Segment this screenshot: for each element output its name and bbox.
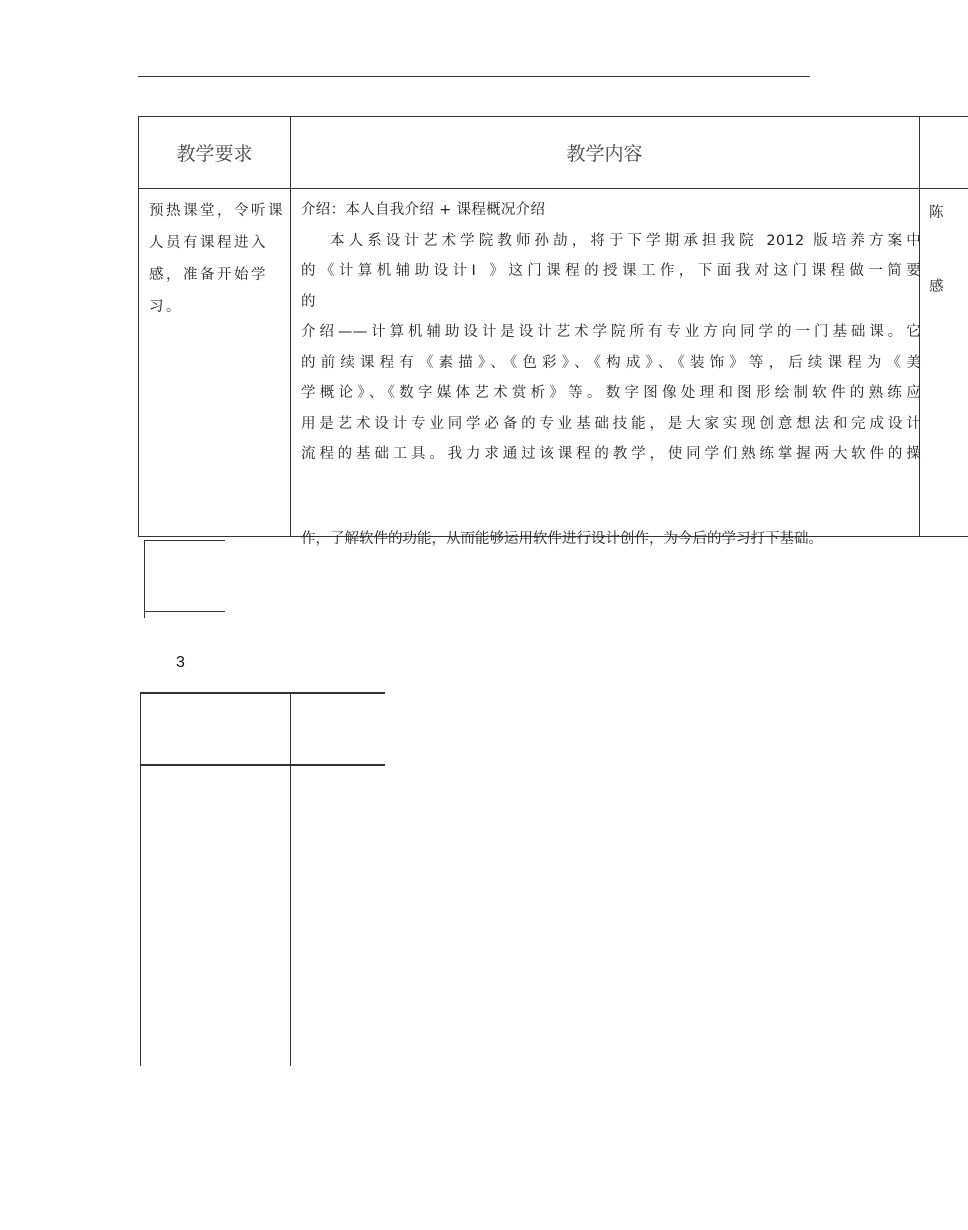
content-line: 本人系设计艺术学院教师孙劼，将于下学期承担我院 2012 版培养方案中 [330, 232, 921, 249]
content-line: 流程的基础工具。我力求通过该课程的教学，使同学们熟练掌握两大软件的操 [301, 446, 921, 462]
second-table [140, 692, 385, 1066]
content-title: 介绍：本人自我介绍 + 课程概况介绍 [301, 202, 546, 218]
content-line: 的 [301, 293, 316, 310]
content-line: 学概论》、《数字媒体艺术赏析》等。数字图像处理和图形绘制软件的熟练应 [301, 385, 921, 401]
fragment-top-border [145, 540, 225, 541]
content-line: 的前续课程有《素描》、《色彩》、《构成》、《装饰》等，后续课程为《美 [301, 354, 921, 371]
header-requirement: 教学要求 [176, 143, 253, 165]
header-content: 教学内容 [566, 143, 643, 165]
content-cut-line [301, 527, 921, 547]
second-table-top-border [140, 692, 385, 694]
page-number: 3 [176, 654, 185, 671]
content-cut-text: 作，了解软件的功能，从而能够运用软件进行设计创作，为今后的学习打下基础。 [301, 531, 823, 547]
table-fragment [144, 540, 225, 618]
content-line: 介绍——计算机辅助设计是设计艺术学院所有专业方向同学的一门基础课。它 [301, 324, 921, 340]
side-column-text: 陈 [929, 205, 944, 221]
lesson-table [138, 116, 968, 547]
second-table-left-border [140, 692, 141, 1066]
header-rule [138, 76, 810, 77]
requirement-cell: 预热课堂，令听课人员有课程进入感，准备开始学习。 [149, 203, 285, 315]
fragment-bottom-border [145, 611, 225, 612]
content-line: 用是艺术设计专业同学必备的专业基础技能，是大家实现创意想法和完成设计 [301, 415, 921, 432]
content-cell [301, 195, 921, 470]
second-table-column-divider [290, 692, 291, 1066]
header-divider [139, 188, 968, 189]
content-line: 的《计算机辅助设计Ⅰ 》这门课程的授课工作，下面我对这门课程做一简要 [301, 263, 921, 279]
second-table-header-divider [140, 764, 385, 766]
side-column-text: 感 [929, 279, 944, 295]
